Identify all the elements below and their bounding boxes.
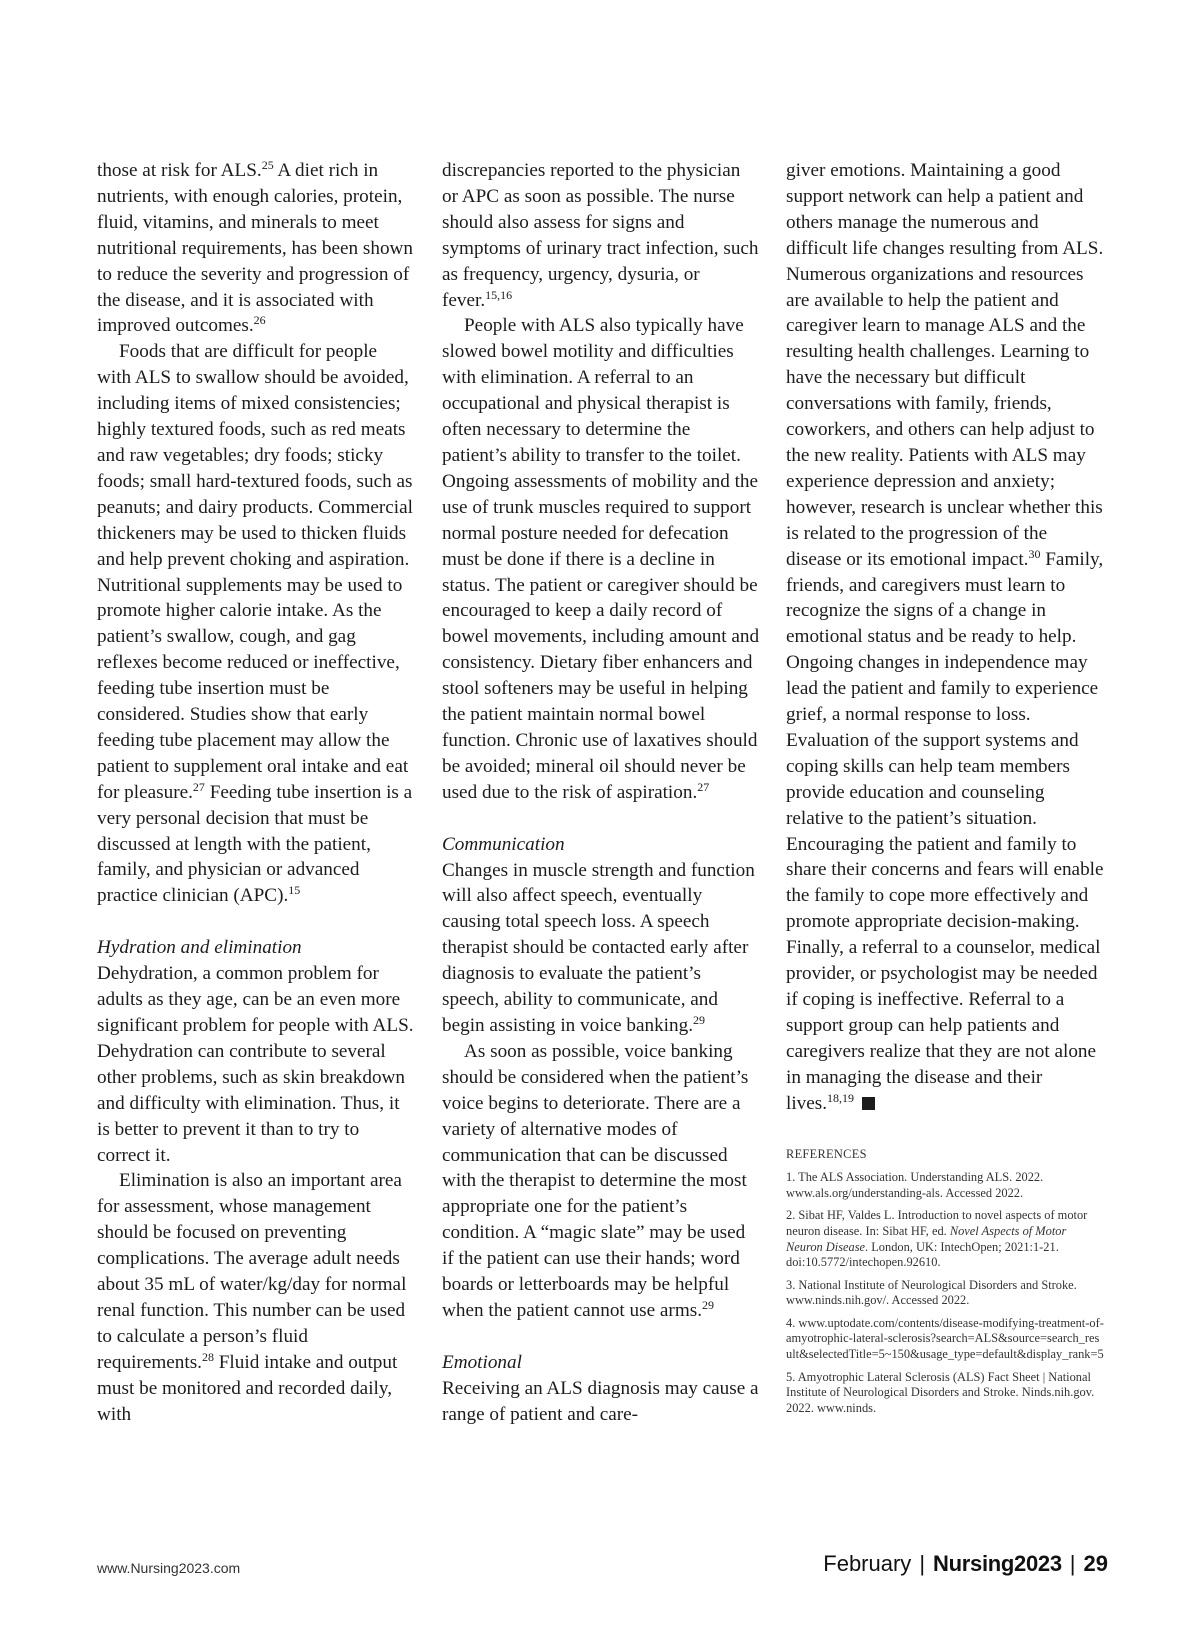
article-column-3 — [786, 158, 1104, 1423]
citation-ref: 18,19 — [827, 1090, 855, 1105]
body-paragraph: People with ALS also typically have slowed bowel motility and difficulties with elimination. A referral to an occupational and physical therapist is often necessary to determine the patient’s ability to transfer to the toilet. Ongoing assessments of mobility and the use of trunk muscles required to support normal posture needed for defecation must be done if there is a decline in status. The patient or caregiver should be encouraged to keep a daily record of bowel movements, including amount and consistency. Dietary fiber enhancers and stool softeners may be useful in helping the patient maintain normal bowel function. Chronic use of laxatives should be avoided; mineral oil should never be used due to the risk of aspiration.$^{27}$ — [442, 315, 760, 803]
body-paragraph: Receiving an ALS diagnosis may cause a range of patient and care- — [442, 1377, 759, 1425]
body-paragraph: Foods that are difficult for people with ALS to swallow should be avoided, including items of mixed consistencies; highly textured foods, such as red meats and raw vegetables; dry foods; sticky foods; small hard-textured foods, such as peanuts; and dairy products. Commercial thickeners may be used to thicken fluids and help prevent choking and aspiration. Nutritional supplements may be used to promote higher calorie intake. As the patient’s swallow, cough, and gag reflexes become reduced or ineffective, feeding tube insertion must be considered. Studies show that early feeding tube placement may allow the patient to supplement oral intake and eat for pleasure.$^{27}$ Feeding tube insertion is a very personal decision that must be discussed at length with the patient, family, and physician or advanced practice clinician (APC).$^{15}$ — [97, 341, 413, 907]
article-column-2 — [442, 158, 760, 1428]
section-heading-hydration: Hydration and elimination — [97, 937, 302, 959]
body-paragraph: As soon as possible, voice banking should be considered when the patient’s voice begins to deteriorate. There are a variety of alternative modes of communication that can be discussed with the therapist to determine the most appropriate one for the patient’s condition. A “magic slate” may be used if the patient can use their hands; word boards or letterboards may be helpful when the patient cannot use arms.$^{29}$ — [442, 1040, 749, 1321]
citation-ref: 26 — [253, 313, 266, 328]
section-heading-communication: Communication — [442, 833, 565, 855]
footer-page-number: 29 — [1083, 1551, 1108, 1576]
citation-ref: 29 — [702, 1297, 715, 1312]
article-column-1 — [97, 158, 415, 1428]
citation-ref: 25 — [261, 158, 274, 172]
body-paragraph: giver emotions. Maintaining a good support network can help a patient and others manage the numerous and difficult life changes resulting from ALS. Numerous organizations and resources are available to help the patient and caregiver learn to manage ALS and the resulting health challenges. Learning to have the necessary but difficult conversations with family, friends, coworkers, and others can help adjust to the new reality. Patients with ALS may experience depression and anxiety; however, research is unclear whether this is related to the progression of the disease or its emotional impact.$^{30}$ Family, friends, and caregivers must learn to recognize the signs of a change in emotional status and be ready to help. Ongoing changes in independence may lead the patient and family to experience grief, a normal response to loss. Evaluation of the support systems and coping skills can help team members provide education and counseling relative to the patient’s situation. Encouraging the patient and family to share their concerns and fears will enable the family to cope more effectively and promote appropriate decision-making. Finally, a referral to a counselor, medical provider, or psychologist may be needed if coping is ineffective. Referral to a support group can help patients and caregivers realize that they are not alone in managing the disease and their lives.$^{18,19}$ — [786, 160, 1104, 1114]
references-section — [786, 1147, 1104, 1417]
body-paragraph: discrepancies reported to the physician or APC as soon as possible. The nurse should also assess for signs and symptoms of urinary tract infection, such as frequency, urgency, dysuria, or fever.$^{15,16}$ — [442, 160, 759, 311]
citation-ref: 27 — [192, 779, 205, 794]
body-paragraph: Elimination is also an important area for assessment, whose management should be focused on preventing complications. The average adult needs about 35 mL of water/kg/day for normal renal function. This number can be used to calculate a person’s fluid requirements.$^{28}$ Fluid intake and output must be monitored and recorded daily, with — [97, 1170, 407, 1425]
reference-item: 3. National Institute of Neurological Disorders and Stroke. www.ninds.nih.gov/. Accessed 2022. — [786, 1277, 1077, 1308]
citation-ref: 30 — [1028, 546, 1041, 561]
footer-magazine-name: Nursing2023 — [933, 1551, 1062, 1576]
footer-separator: | — [1069, 1551, 1076, 1576]
body-paragraph: Dehydration, a common problem for adults as they age, can be an even more significant problem for people with ALS. Dehydration can contribute to several other problems, such as skin breakdown and difficulty with elimination. Thus, it is better to prevent it than to try to correct it. — [97, 963, 414, 1166]
reference-item: 1. The ALS Association. Understanding ALS. 2022. www.als.org/understanding-als. Accessed 2022. — [786, 1170, 1044, 1200]
citation-ref: 27 — [697, 779, 710, 794]
citation-ref: 29 — [693, 1013, 706, 1027]
footer-website: www.Nursing2023.com — [97, 1560, 241, 1576]
citation-ref: 15,16 — [485, 287, 513, 302]
reference-item: 4. www.uptodate.com/contents/disease-modifying-treatment-of-amyotrophic-lateral-sclerosis?search=ALS&source=search_result&selectedTitle=5~150&usage_type=default&display_rank=5 — [786, 1315, 1104, 1362]
footer-separator: | — [919, 1551, 926, 1576]
body-paragraph: Changes in muscle strength and function will also affect speech, eventually causing total speech loss. A speech therapist should be contacted early after diagnosis to evaluate the patient’s speech, ability to communicate, and begin assisting in voice banking.$^{29}$ — [442, 859, 755, 1036]
footer-month: February — [823, 1551, 912, 1576]
references-heading: REFERENCES — [786, 1146, 867, 1161]
reference-item: 2. Sibat HF, Valdes L. Introduction to novel aspects of motor neuron disease. In: Sibat HF, ed. Novel Aspects of Motor Neuron Disease. London, UK: IntechOpen; 2021:1-21. doi:10.5772/intechopen.92610. — [786, 1208, 1088, 1270]
article-end-mark-icon — [862, 1097, 875, 1110]
reference-item: 5. Amyotrophic Lateral Sclerosis (ALS) Fact Sheet | National Institute of Neurological Disorders and Stroke. Ninds.nih.gov. 2022. www.ninds. — [786, 1369, 1095, 1415]
body-paragraph: those at risk for ALS.$^{25}$ A diet rich in nutrients, with enough calories, protein, fluid, vitamins, and minerals to meet nutritional requirements, has been shown to reduce the severity and progression of the disease, and it is associated with improved outcomes.$^{26}$ — [97, 158, 413, 337]
citation-ref: 28 — [201, 1349, 214, 1364]
citation-ref: 15 — [288, 883, 301, 898]
footer-folio — [823, 1551, 1108, 1577]
section-heading-emotional: Emotional — [442, 1351, 522, 1373]
